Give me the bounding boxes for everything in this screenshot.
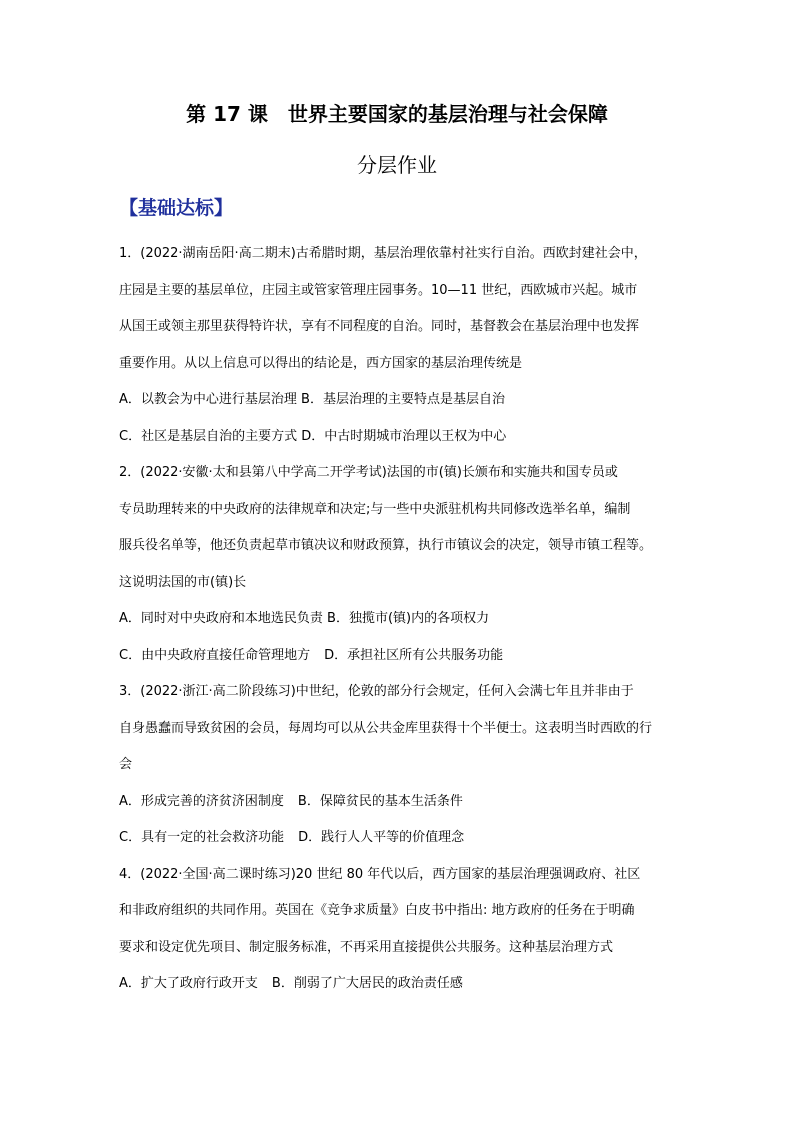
section-heading: 【基础达标】 — [119, 197, 234, 219]
question-1-line-4: 重要作用。从以上信息可以得出的结论是，西方国家的基层治理传统是 — [119, 355, 523, 371]
option-d: D．承担社区所有公共服务功能 — [324, 647, 504, 663]
question-2-line-1: 2．(2022·安徽·太和县第八中学高二开学考试)法国的市(镇)长颁布和实施共和国专员或 — [119, 465, 618, 480]
question-3-options-row-1 — [119, 784, 689, 821]
question-2-line-4: 这说明法国的市(镇)长 — [119, 574, 247, 590]
option-d: D．中古时期城市治理以王权为中心 — [301, 428, 507, 444]
lesson-title: 第 17 课 世界主要国家的基层治理与社会保障 — [186, 102, 608, 126]
worksheet-subtitle: 分层作业 — [357, 153, 437, 177]
question-1-line-2: 庄园是主要的基层单位，庄园主或管家管理庄园事务。10—11 世纪，西欧城市兴起。城市 — [119, 282, 638, 298]
question-4-line-2: 和非政府组织的共同作用。英国在《竞争求质量》白皮书中指出: 地方政府的任务在于明确 — [119, 903, 635, 918]
question-4-line-1: 4．(2022·全国·高二课时练习)20 世纪 80 年代以后，西方国家的基层治理强调政府、社区 — [119, 866, 641, 882]
question-3-line-3: 会 — [119, 757, 133, 772]
option-a: A．扩大了政府行政开支 — [119, 976, 258, 991]
option-c: C．社区是基层自治的主要方式 — [119, 428, 302, 444]
question-1-options-row-2 — [119, 419, 689, 456]
option-b: B．基层治理的主要特点是基层自治 — [301, 392, 505, 407]
option-c: C．由中央政府直接任命管理地方 — [119, 647, 311, 663]
question-list — [119, 236, 689, 1003]
option-a: A．同时对中央政府和本地选民负责 — [119, 611, 328, 626]
option-c: C．具有一定的社会救济功能 — [119, 830, 285, 845]
question-4-line-3: 要求和设定优先项目、制定服务标准，不再采用直接提供公共服务。这种基层治理方式 — [119, 939, 614, 955]
question-1-line-1: 1．(2022·湖南岳阳·高二期末)古希腊时期，基层治理依靠村社实行自治。西欧封建社会中， — [119, 246, 647, 261]
question-4-options-row-1 — [119, 966, 689, 1003]
option-a: A．以教会为中心进行基层治理 — [119, 392, 302, 407]
question-3-line-1: 3．(2022·浙江·高二阶段练习)中世纪，伦敦的部分行会规定，任何入会满七年且并非由于 — [119, 684, 634, 699]
option-a: A．形成完善的济贫济困制度 — [119, 793, 284, 809]
question-2-options-row-1 — [119, 601, 689, 638]
option-b: B．独揽市(镇)内的各项权力 — [327, 611, 490, 626]
question-2-line-2: 专员助理转来的中央政府的法律规章和决定;与一些中央派驻机构共同修改选举名单，编制 — [119, 501, 631, 517]
question-2-options-row-2 — [119, 638, 689, 675]
option-d: D．践行人人平等的价值理念 — [298, 830, 465, 845]
question-1-options-row-1 — [119, 382, 689, 419]
option-b: B．保障贫民的基本生活条件 — [297, 793, 463, 809]
question-3-line-2: 自身愚蠢而导致贫困的会员，每周均可以从公共金库里获得十个半便士。这表明当时西欧的行 — [119, 720, 653, 736]
question-3-options-row-2 — [119, 820, 689, 857]
question-2-line-3: 服兵役名单等，他还负责起草市镇决议和财政预算，执行市镇议会的决定，领导市镇工程等。 — [119, 538, 653, 553]
option-b: B．削弱了广大居民的政治责任感 — [271, 976, 463, 991]
question-1-line-3: 从国王或领主那里获得特许状，享有不同程度的自治。同时，基督教会在基层治理中也发挥 — [119, 319, 640, 334]
